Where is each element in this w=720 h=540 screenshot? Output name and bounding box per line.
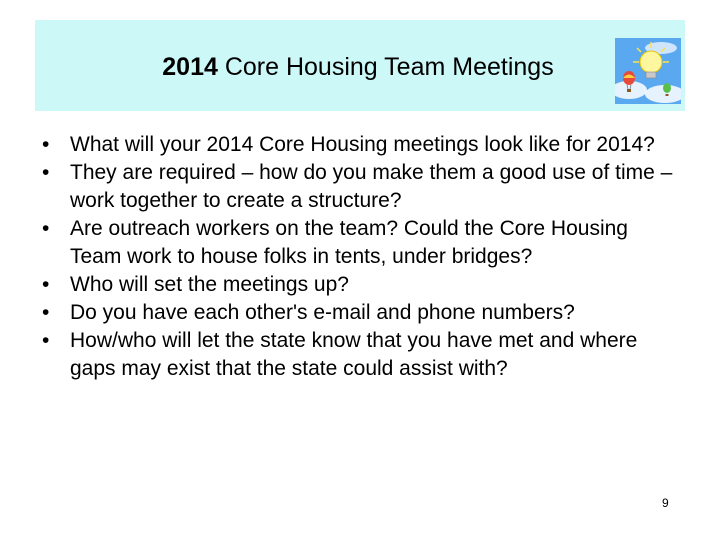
lightbulb-balloons-icon [615, 38, 681, 104]
bullet-marker: • [42, 133, 50, 156]
title-year: 2014 [162, 53, 218, 81]
bullet-marker: • [42, 301, 50, 324]
bullet-item [40, 327, 680, 383]
bullet-marker: • [42, 217, 50, 240]
bullet-item [40, 159, 680, 215]
bullet-item [40, 131, 680, 159]
slide-title [0, 52, 718, 82]
bullet-text: Do you have each other's e-mail and phone numbers? [70, 301, 575, 324]
page-number: 9 [662, 496, 669, 510]
bullet-text: Who will set the meetings up? [70, 273, 349, 296]
bullet-marker: • [42, 329, 50, 352]
bullet-item [40, 271, 680, 299]
bullet-marker: • [42, 161, 50, 184]
title-text: Core Housing Team Meetings [217, 53, 554, 81]
bullet-list [40, 131, 680, 383]
bullet-text: They are required – how do you make them a good use of time – work together to create a structure? [70, 161, 673, 212]
bullet-text: Are outreach workers on the team? Could the Core Housing Team work to house folks in tents, under bridges? [70, 217, 628, 268]
bullet-item [40, 299, 680, 327]
bullet-item [40, 215, 680, 271]
bullet-text: How/who will let the state know that you have met and where gaps may exist that the state could assist with? [70, 329, 638, 380]
bullet-marker: • [42, 273, 50, 296]
bullet-text: What will your 2014 Core Housing meetings look like for 2014? [70, 133, 655, 156]
